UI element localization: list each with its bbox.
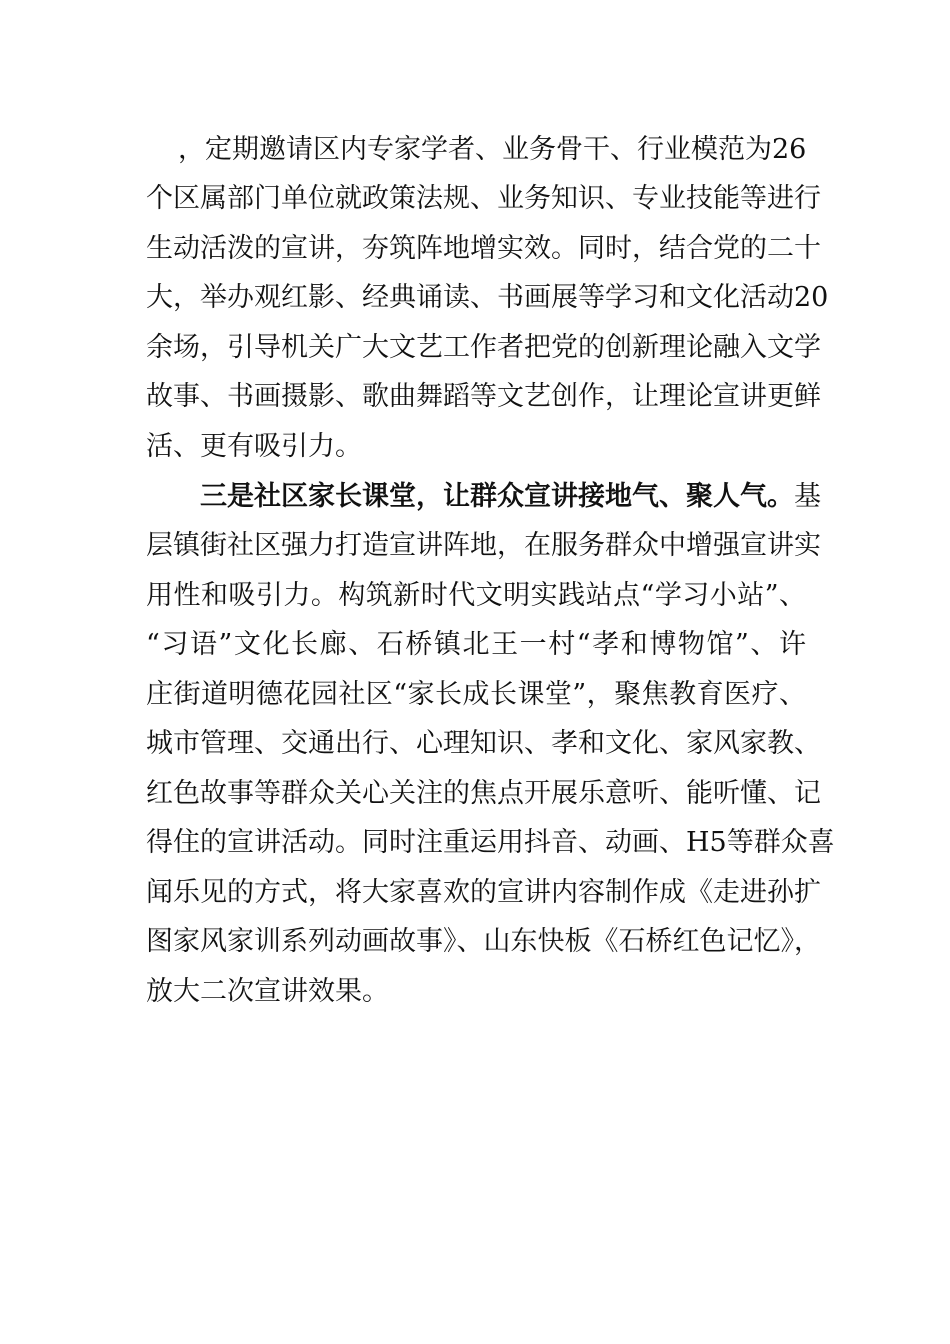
paragraph-2-line-3: 用性和吸引力。构筑新时代文明实践站点“学习小站”、 bbox=[146, 580, 806, 611]
paragraph-2-line-5: 庄街道明德花园社区“家长成长课堂”，聚焦教育医疗、 bbox=[146, 679, 806, 710]
paragraph-1-line-4: 大，举办观红影、经典诵读、书画展等学习和文化活动20 bbox=[146, 282, 829, 313]
paragraph-1-line-1: ，定期邀请区内专家学者、业务骨干、行业模范为26 bbox=[178, 134, 807, 165]
paragraph-2-line-6: 城市管理、交通出行、心理知识、孝和文化、家风家教、 bbox=[146, 728, 821, 759]
paragraph-1-line-7: 活、更有吸引力。 bbox=[146, 431, 362, 462]
paragraph-1-line-5: 余场，引导机关广大文艺工作者把党的创新理论融入文学 bbox=[146, 332, 821, 363]
paragraph-1-line-2: 个区属部门单位就政策法规、业务知识、专业技能等进行 bbox=[146, 183, 821, 214]
paragraph-2-line-2: 层镇街社区强力打造宣讲阵地，在服务群众中增强宣讲实 bbox=[146, 530, 821, 561]
paragraph-2-line-10: 图家风家训系列动画故事》、山东快板《石桥红色记忆》， bbox=[146, 926, 821, 957]
paragraph-1-line-3: 生动活泼的宣讲，夯筑阵地增实效。同时，结合党的二十 bbox=[146, 233, 821, 264]
paragraph-2-line-1 bbox=[200, 475, 821, 519]
paragraph-2-line-4: “习语”文化长廊、石桥镇北王一村“孝和博物馆”、许 bbox=[146, 629, 806, 660]
paragraph-1-line-6: 故事、书画摄影、歌曲舞蹈等文艺创作，让理论宣讲更鲜 bbox=[146, 381, 821, 412]
paragraph-2-line-9: 闻乐见的方式，将大家喜欢的宣讲内容制作成《走进孙扩 bbox=[146, 877, 821, 908]
paragraph-2-heading: 三是社区家长课堂，让群众宣讲接地气、聚人气。 bbox=[200, 481, 794, 512]
paragraph-2-first-line-rest: 基 bbox=[794, 481, 821, 512]
paragraph-2-line-8: 得住的宣讲活动。同时注重运用抖音、动画、H5等群众喜 bbox=[146, 827, 835, 858]
paragraph-2-line-11: 放大二次宣讲效果。 bbox=[146, 976, 389, 1007]
paragraph-2-line-7: 红色故事等群众关心关注的焦点开展乐意听、能听懂、记 bbox=[146, 778, 821, 809]
